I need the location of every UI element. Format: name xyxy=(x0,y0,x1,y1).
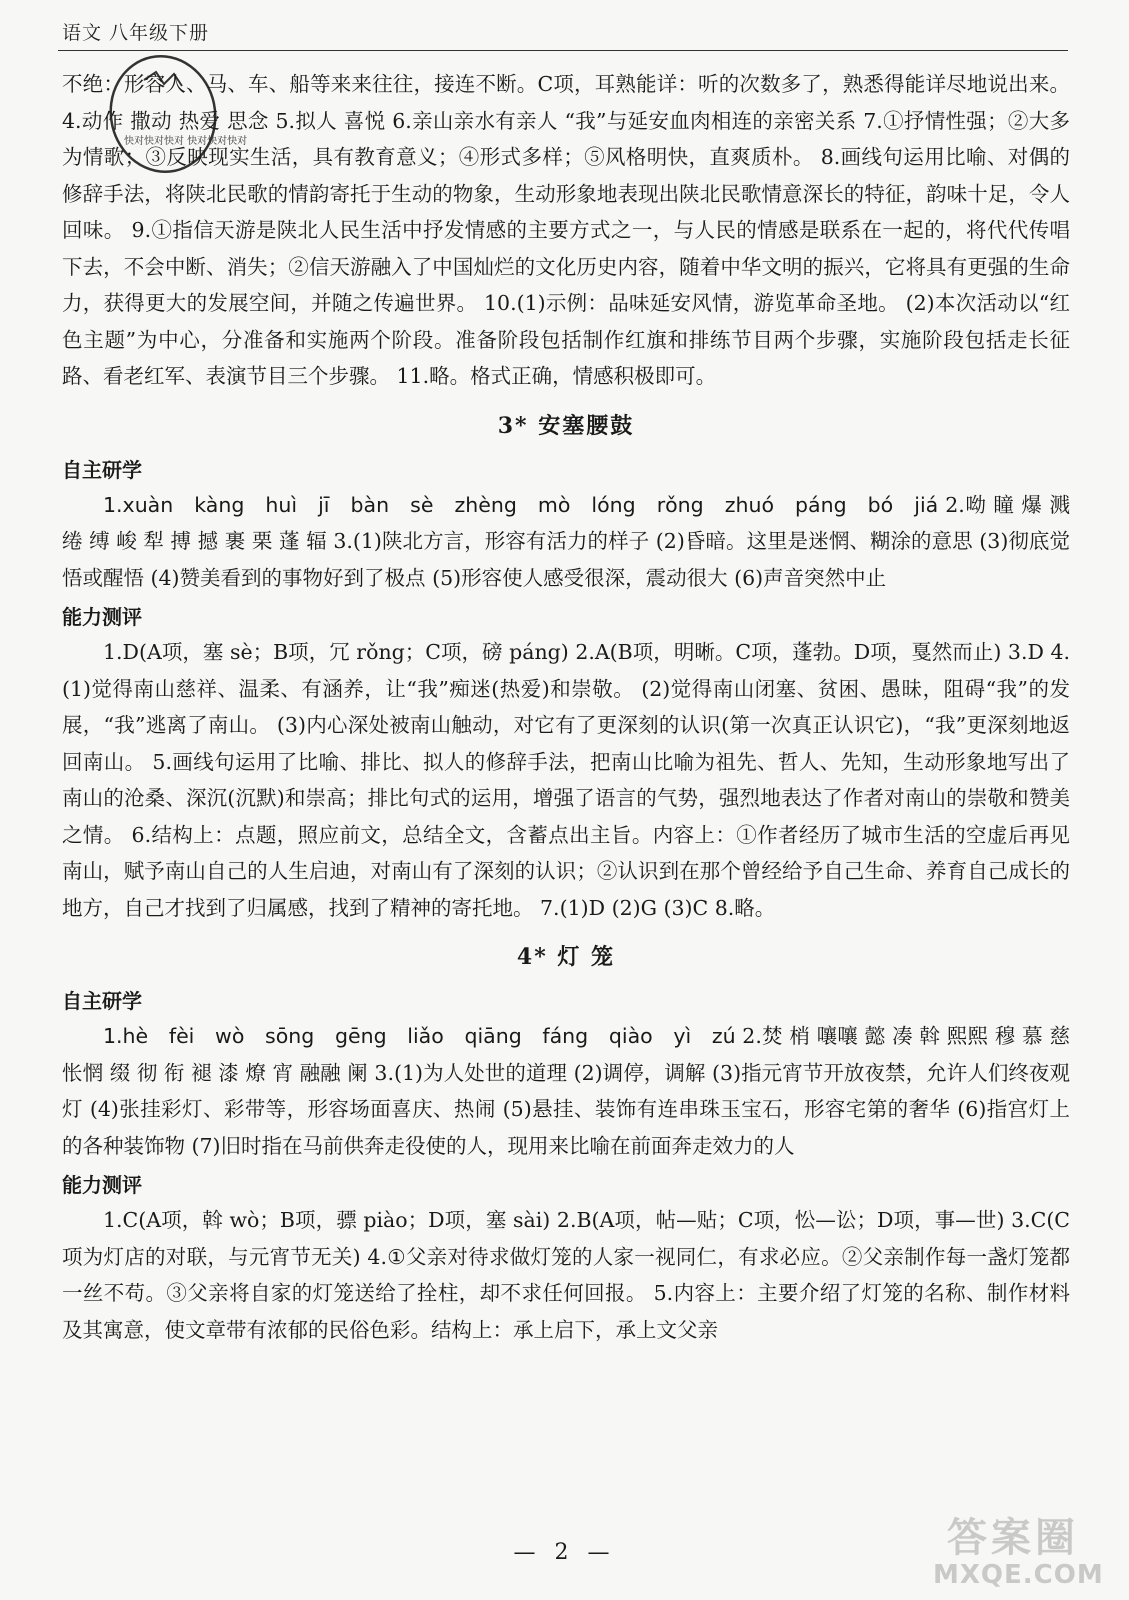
pinyin-answers: 1.hè fèi wò sōng gēng liǎo qiāng fáng qiào yì zú xyxy=(103,1024,736,1048)
subheading-nengli-ceping: 能力测评 xyxy=(62,605,142,629)
stamp-text: 快对快对快对 快对快对快对 xyxy=(124,136,248,147)
subheading-nengli-ceping: 能力测评 xyxy=(62,1173,142,1197)
site-watermark xyxy=(933,1515,1104,1594)
watermark-logo: 答案圈 xyxy=(947,1515,1079,1561)
watermark-url: MXQE.COM xyxy=(933,1560,1104,1590)
character-answers: 2.呦 瞳 爆 溅 绻 缚 峻 犁 搏 撼 裹 栗 蓬 辐 3.(1)陕北方言，形容有活力的样子 (2)昏暗。这里是迷惘、糊涂的意思 (3)彻底觉悟或醒悟 (4)赞美看到的事物好到了极点 (5)形容使人感受很深，震动很大 (6)声音突然中止 xyxy=(62,492,1070,590)
subheading-zizhu-yanxue: 自主研学 xyxy=(62,989,142,1013)
nengli-answers: 1.D(A项，塞 sè；B项，冗 rǒng；C项，磅 páng) 2.A(B项，明晰。C项，蓬勃。D项，戛然而止) 3.D 4.(1)觉得南山慈祥、温柔、有涵养，让“我”痴迷(热爱)和崇敬。 (2)觉得南山闭塞、贫困、愚昧，阻碍“我”的发展，“我”逃离了南山。 (3)内心深处被南山触动，对它有了更深刻的认识(第一次真正认识它)，“我”更深刻地返回南山。 5.画线句运用了比喻、排比、拟人的修辞手法，把南山比喻为祖先、哲人、先知，生动形象地写出了南山的沧桑、深沉(沉默)和崇高；排比句式的运用，增强了语言的气势，强烈地表达了作者对南山的崇敬和赞美之情。 6.结构上：点题，照应前文，总结全文，含蓄点出主旨。内容上：①作者经历了城市生活的空虚后再见南山，赋予南山自己的人生启迪，对南山有了深刻的认识；②认识到在那个曾经给予自己生命、养育自己成长的地方，自己才找到了归属感，找到了精神的寄托地。 7.(1)D (2)G (3)C 8.略。 xyxy=(62,640,1070,920)
subheading-zizhu-yanxue: 自主研学 xyxy=(62,457,142,482)
running-head: 语文 八年级下册 xyxy=(62,22,210,44)
continued-answers: 不绝：形容人、马、车、船等来来往往，接连不断。C项，耳熟能详：听的次数多了，熟悉得能详尽地说出来。 4.动作 撒动 热爱 思念 5.拟人 喜悦 6.亲山亲水有亲人 “我”与延安血肉相连的亲密关系 7.①抒情性强；②大多为情歌；③反映现实生活，具有教育意义；④形式多样；⑤风格明快，直爽质朴。 8.画线句运用比喻、对偶的修辞手法，将陕北民歌的情韵寄托于生动的物象，生动形象地表现出陕北民歌情意深长的特征，韵味十足，令人回味。 9.①指信天游是陕北人民生活中抒发情感的主要方式之一，与人民的情感是联系在一起的，将代代传唱下去，不会中断、消失；②信天游融入了中国灿烂的文化历史内容，随着中华文明的振兴，它将具有更强的生命力，获得更大的发展空间，并随之传遍世界。 10.(1)示例：品味延安风情，游览革命圣地。 (2)本次活动以“红色主题”为中心，分准备和实施两个阶段。准备阶段包括制作红旗和排练节目两个步骤，实施阶段包括走长征路、看老红军、表演节目三个步骤。 11.略。格式正确，情感积极即可。 xyxy=(62,72,1070,388)
zizhu-answers xyxy=(62,487,1070,597)
section-title-denglong: 4* 灯 笼 xyxy=(516,944,616,970)
nengli-answers: 1.C(A项，斡 wò；B项，骠 piào；D项，塞 sài) 2.B(A项，帖—贴；C项，忪—讼；D项，事—世) 3.C(C项为灯店的对联，与元宵节无关) 4.①父亲对待求做灯笼的人家一视同仁，有求必应。②父亲制作每一盏灯笼都一丝不苟。③父亲将自家的灯笼送给了拴柱，却不求任何回报。 5.内容上：主要介绍了灯笼的名称、制作材料及其寓意，使文章带有浓郁的民俗色彩。结构上：承上启下，承上文父亲 xyxy=(62,1208,1070,1342)
zizhu-answers xyxy=(62,1018,1070,1164)
section-title-ansai-yaogu: 3* 安塞腰鼓 xyxy=(497,412,635,439)
page-number: — 2 — xyxy=(513,1540,616,1565)
pinyin-answers: 1.xuàn kàng huì jī bàn sè zhèng mò lóng rǒng zhuó páng bó jiá xyxy=(103,492,939,517)
character-answers: 2.焚 梢 嚷嚷 懿 凑 斡 熙熙 穆 慕 慈 怅惘 缀 彻 衔 褪 漆 燎 宵 融融 阑 3.(1)为人处世的道理 (2)调停，调解 (3)指元宵节开放夜禁，允许人们终夜观灯 (4)张挂彩灯、彩带等，形容场面喜庆、热闹 (5)悬挂、装饰有连串珠玉宝石，形容宅第的奢华 (6)指宫灯上的各种装饰物 (7)旧时指在马前供奔走役使的人，现用来比喻在前面奔走效力的人 xyxy=(62,1024,1070,1158)
answer-content xyxy=(62,66,1070,1348)
